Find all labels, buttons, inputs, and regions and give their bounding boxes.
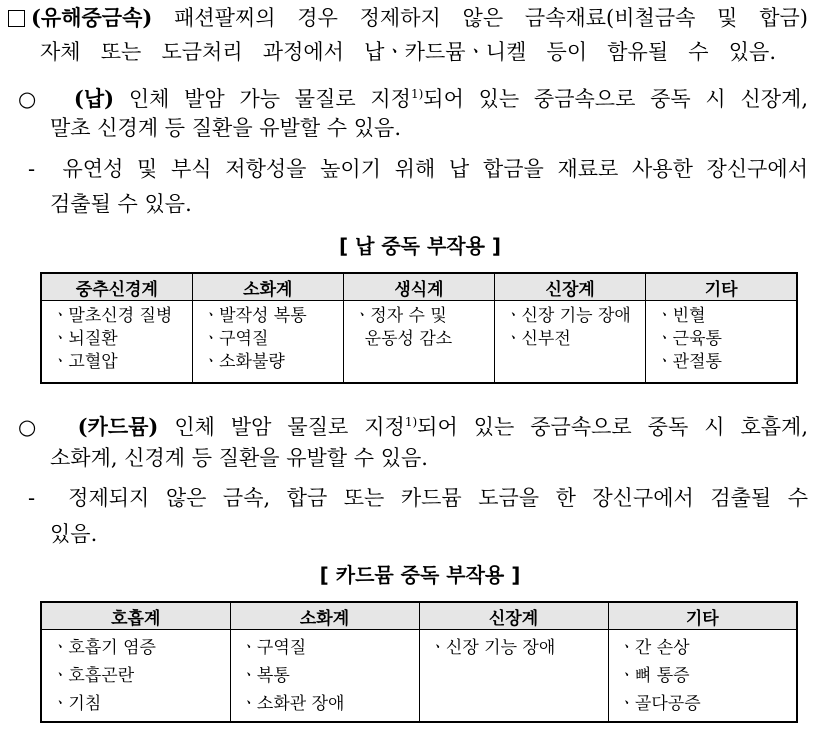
cadmium-line-1a: 인체 발암 물질로 지정 (158, 415, 405, 439)
column-header: 생식계 (343, 273, 494, 301)
cell-item: ㆍ소화불량 (202, 352, 285, 372)
intro-line-2 (40, 36, 776, 68)
cadmium-line-1b: 되어 있는 중금속으로 중독 시 호흡계, (417, 415, 809, 439)
cadmium-sub-line-1-text: 정제되지 않은 금속, 합금 또는 카드뮴 도금을 한 장신구에서 검출될 수 (68, 486, 809, 510)
cell-item: ㆍ뼈 통증 (618, 666, 690, 686)
lead-line-1a: 인체 발암 가능 물질로 지정 (114, 87, 411, 111)
cell-item: ㆍ고혈압 (52, 352, 118, 372)
table-cell (419, 630, 608, 722)
lead-sub-line-1 (28, 153, 808, 185)
cadmium-line-1 (18, 406, 808, 443)
cell-item: ㆍ기침 (52, 694, 102, 714)
intro-line-2-text: 자체 또는 도금처리 과정에서 납ㆍ카드뮴ㆍ니켈 등이 함유될 수 있음. (40, 40, 776, 64)
cadmium-sub-line-1 (28, 482, 808, 514)
cell-item: ㆍ신장 기능 장애 (429, 638, 556, 658)
lead-line-1b: 되어 있는 중금속으로 중독 시 신장계, (423, 87, 808, 111)
column-header: 호흡계 (41, 602, 230, 630)
lead-side-effects-table (40, 272, 798, 384)
table-row (41, 301, 797, 383)
cell-item: ㆍ발작성 복통 (202, 306, 307, 326)
cadmium-sub-line-2 (50, 518, 97, 550)
cadmium-line-2-text: 소화계, 신경계 등 질환을 유발할 수 있음. (50, 446, 428, 470)
lead-heading: (납) (73, 86, 115, 111)
cadmium-sub-line-2-text: 있음. (50, 522, 98, 546)
table-cell (192, 301, 343, 383)
cell-item: ㆍ관절통 (656, 352, 722, 372)
cell-item: ㆍ복통 (240, 666, 290, 686)
cell-item: ㆍ구역질 (240, 638, 307, 658)
cell-item: ㆍ뇌질환 (52, 329, 118, 349)
column-header: 소화계 (230, 602, 419, 630)
lead-line-1 (18, 78, 808, 115)
empty-square-icon (8, 10, 25, 27)
circle-marker: ○ (18, 415, 46, 439)
cadmium-line-2 (50, 442, 428, 474)
intro-heading: (유해중금속) (31, 5, 153, 30)
cadmium-heading: (카드뮴) (77, 414, 159, 439)
cell-item: ㆍ빈혈 (656, 306, 706, 326)
intro-line-1 (8, 2, 808, 34)
lead-sub-line-1-text: 유연성 및 부식 저항성을 높이기 위해 납 합금을 재료로 사용한 장신구에서 (62, 157, 808, 181)
column-header: 기타 (608, 602, 797, 630)
footnote-marker: 1) (410, 87, 424, 101)
table-header-row (41, 602, 797, 630)
cell-item: ㆍ간 손상 (618, 638, 690, 658)
table-cell (230, 630, 419, 722)
cell-item: ㆍ호흡기 염증 (52, 638, 156, 658)
cell-item: ㆍ골다공증 (618, 694, 701, 714)
circle-marker: ○ (18, 87, 45, 111)
dash-marker: - (28, 157, 36, 181)
table-cell (646, 301, 797, 383)
table-row (41, 630, 797, 722)
table-cell (608, 630, 797, 722)
cell-item: ㆍ구역질 (202, 329, 269, 349)
column-header: 신장계 (495, 273, 646, 301)
column-header: 중추신경계 (41, 273, 192, 301)
table-cell (41, 301, 192, 383)
lead-sub-line-2 (50, 188, 192, 220)
lead-line-2-text: 말초 신경계 등 질환을 유발할 수 있음. (50, 116, 402, 140)
cell-item: ㆍ신부전 (505, 329, 571, 349)
cell-item: ㆍ말초신경 질병 (52, 306, 173, 326)
footnote-marker: 1) (404, 415, 418, 429)
cell-item: ㆍ소화관 장애 (240, 694, 345, 714)
table-cell (41, 630, 230, 722)
cell-item: ㆍ신장 기능 장애 (505, 306, 631, 326)
column-header: 소화계 (192, 273, 343, 301)
cell-item: ㆍ호흡곤란 (52, 666, 135, 686)
cell-item: 운동성 감소 (353, 329, 453, 349)
dash-marker: - (28, 486, 36, 510)
cadmium-table-caption: [ 카드뮴 중독 부작용 ] (319, 563, 521, 587)
cell-item: ㆍ정자 수 및 (353, 306, 447, 326)
table-cell (343, 301, 494, 383)
cell-item: ㆍ근육통 (656, 329, 722, 349)
lead-table-caption: [ 납 중독 부작용 ] (338, 234, 502, 258)
table-cell (495, 301, 646, 383)
intro-line-1-text: 패션팔찌의 경우 정제하지 않은 금속재료(비철금속 및 합금) (152, 6, 808, 30)
column-header: 신장계 (419, 602, 608, 630)
column-header: 기타 (646, 273, 797, 301)
table-header-row (41, 273, 797, 301)
cadmium-side-effects-table (40, 601, 798, 723)
lead-line-2 (50, 112, 401, 144)
lead-sub-line-2-text: 검출될 수 있음. (50, 192, 192, 216)
